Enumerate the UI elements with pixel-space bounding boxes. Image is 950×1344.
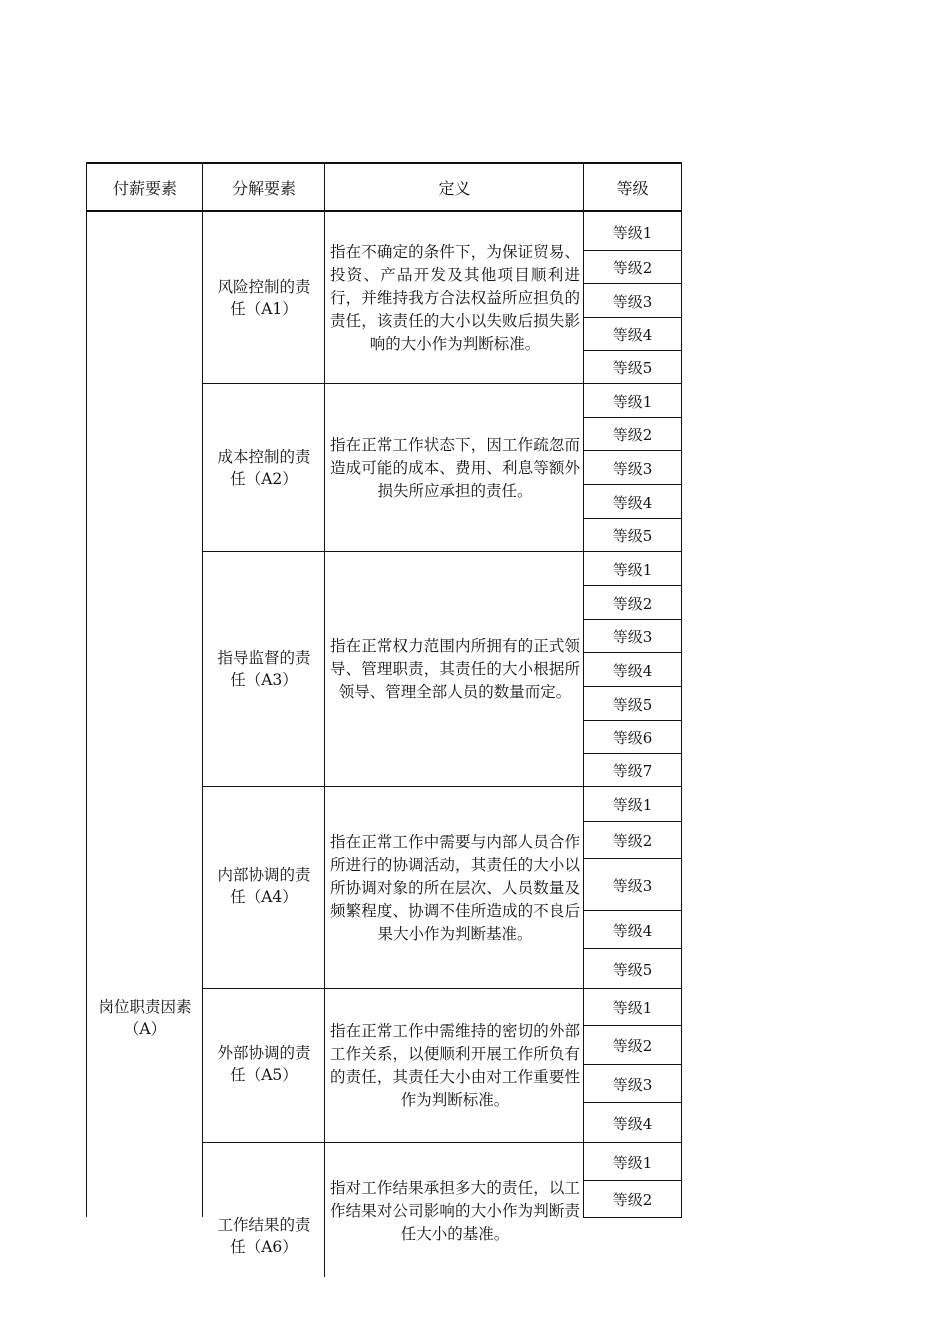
level-cell: 等级1: [612, 1153, 653, 1172]
header-level: 等级: [616, 178, 649, 198]
level-separator: [583, 652, 682, 653]
level-cell: 等级1: [612, 999, 653, 1017]
definition-cell: [327, 1143, 583, 1280]
header-sub-factor: 分解要素: [231, 178, 296, 198]
level-separator: [583, 753, 682, 754]
sub-factor-cell: [203, 1040, 325, 1088]
level-separator: [583, 1102, 682, 1103]
level-cell: 等级4: [612, 921, 653, 940]
level-separator: [583, 1025, 682, 1026]
level-separator: [583, 417, 682, 418]
sub-factor-name: 内部协调的责: [217, 866, 311, 884]
level-separator: [583, 1180, 682, 1181]
level-cell: 等级2: [612, 426, 653, 444]
level-bottom-border: [583, 1217, 682, 1218]
sub-factor-name: 指导监督的责: [217, 649, 311, 667]
level-separator: [583, 858, 682, 859]
level-cell: 等级2: [612, 1191, 653, 1209]
sub-factor-code: 任（A2）: [230, 470, 298, 488]
level-cell: 等级3: [612, 628, 653, 646]
header-bottom-border: [86, 210, 682, 212]
level-cell: 等级1: [612, 796, 653, 814]
definition-text: 指在正常工作中需维持的密切的外部工作关系，以便顺利开展工作所负有的责任，其责任大小由对工作重要性作为判断标准。: [330, 1022, 580, 1109]
table-left-border: [86, 162, 87, 1217]
col-divider-1: [202, 162, 203, 1217]
sub-factor-cell: [203, 274, 325, 322]
main-factor-name: 岗位职责因素: [98, 998, 192, 1016]
sub-factor-name: 工作结果的责: [217, 1216, 311, 1234]
level-cell: 等级1: [612, 392, 653, 411]
sub-factor-code: 任（A1）: [230, 300, 298, 318]
level-separator: [583, 821, 682, 822]
level-cell: 等级5: [612, 960, 653, 979]
level-separator: [583, 585, 682, 586]
main-factor-code: （A）: [123, 1020, 167, 1038]
level-cell: 等级3: [612, 292, 653, 311]
sub-factor-name: 成本控制的责: [217, 448, 311, 466]
level-cell: 等级5: [612, 695, 653, 714]
header-definition: 定义: [438, 178, 471, 198]
level-cell: 等级5: [612, 527, 653, 545]
table-top-border: [86, 162, 682, 164]
level-cell: 等级3: [612, 876, 653, 895]
definition-cell: [327, 384, 583, 552]
level-cell: 等级2: [612, 832, 653, 850]
level-separator: [583, 317, 682, 318]
level-separator: [583, 484, 682, 485]
level-separator: [583, 250, 682, 251]
level-cell: 等级1: [612, 223, 653, 242]
sub-factor-code: 任（A6）: [230, 1238, 298, 1256]
sub-factor-code: 任（A4）: [230, 888, 298, 906]
sub-factor-name: 风险控制的责: [217, 278, 311, 296]
level-cell: 等级4: [612, 493, 653, 512]
level-cell: 等级2: [612, 1037, 653, 1055]
sub-factor-name: 外部协调的责: [217, 1044, 311, 1062]
level-separator: [583, 910, 682, 911]
level-separator: [583, 720, 682, 721]
main-factor-cell: [87, 990, 203, 1046]
definition-text: 指在正常工作中需要与内部人员合作所进行的协调活动，其责任的大小以所协调对象的所在层次、人员数量及频繁程度、协调不佳所造成的不良后果大小作为判断基准。: [330, 832, 580, 943]
level-separator: [583, 686, 682, 687]
definition-text: 指在正常权力范围内所拥有的正式领导、管理职责，其责任的大小根据所领导、管理全部人员的数量而定。: [330, 637, 580, 701]
level-separator: [583, 948, 682, 949]
level-cell: 等级7: [612, 762, 653, 780]
definition-cell: [327, 989, 583, 1143]
level-cell: 等级4: [612, 661, 653, 680]
col-divider-3: [583, 162, 584, 1218]
sub-factor-cell: [203, 645, 325, 693]
definition-cell: [327, 787, 583, 989]
definition-text: 指在不确定的条件下，为保证贸易、投资、产品开发及其他项目顺利进行，并维持我方合法权益所应担负的责任，该责任的大小以失败后损失影响的大小作为判断标准。: [330, 243, 580, 353]
sub-factor-cell: [203, 444, 325, 492]
level-cell: 等级1: [612, 560, 653, 579]
level-cell: 等级5: [612, 359, 653, 377]
sub-factor-code: 任（A3）: [230, 671, 298, 689]
level-cell: 等级2: [612, 594, 653, 613]
header-pay-factor: 付薪要素: [112, 178, 177, 198]
sub-factor-code: 任（A5）: [230, 1066, 298, 1084]
table-right-border: [681, 162, 682, 1218]
level-cell: 等级3: [612, 1075, 653, 1094]
definition-text: 指在正常工作状态下，因工作疏忽而造成可能的成本、费用、利息等额外损失所应承担的责任。: [330, 435, 580, 500]
level-cell: 等级6: [612, 729, 653, 747]
sub-factor-cell: [203, 1212, 325, 1260]
level-separator: [583, 450, 682, 451]
level-separator: [583, 283, 682, 284]
level-cell: 等级3: [612, 459, 653, 478]
definition-cell: [327, 213, 583, 384]
definition-cell: [327, 552, 583, 787]
col-divider-2: [324, 162, 325, 1277]
level-cell: 等级4: [612, 326, 653, 344]
level-separator: [583, 619, 682, 620]
level-separator: [583, 1064, 682, 1065]
level-cell: 等级4: [612, 1114, 653, 1133]
level-cell: 等级2: [612, 259, 653, 277]
level-separator: [583, 518, 682, 519]
sub-factor-cell: [203, 862, 325, 910]
level-separator: [583, 350, 682, 351]
definition-text: 指对工作结果承担多大的责任，以工作结果对公司影响的大小作为判断责任大小的基准。: [330, 1179, 580, 1243]
